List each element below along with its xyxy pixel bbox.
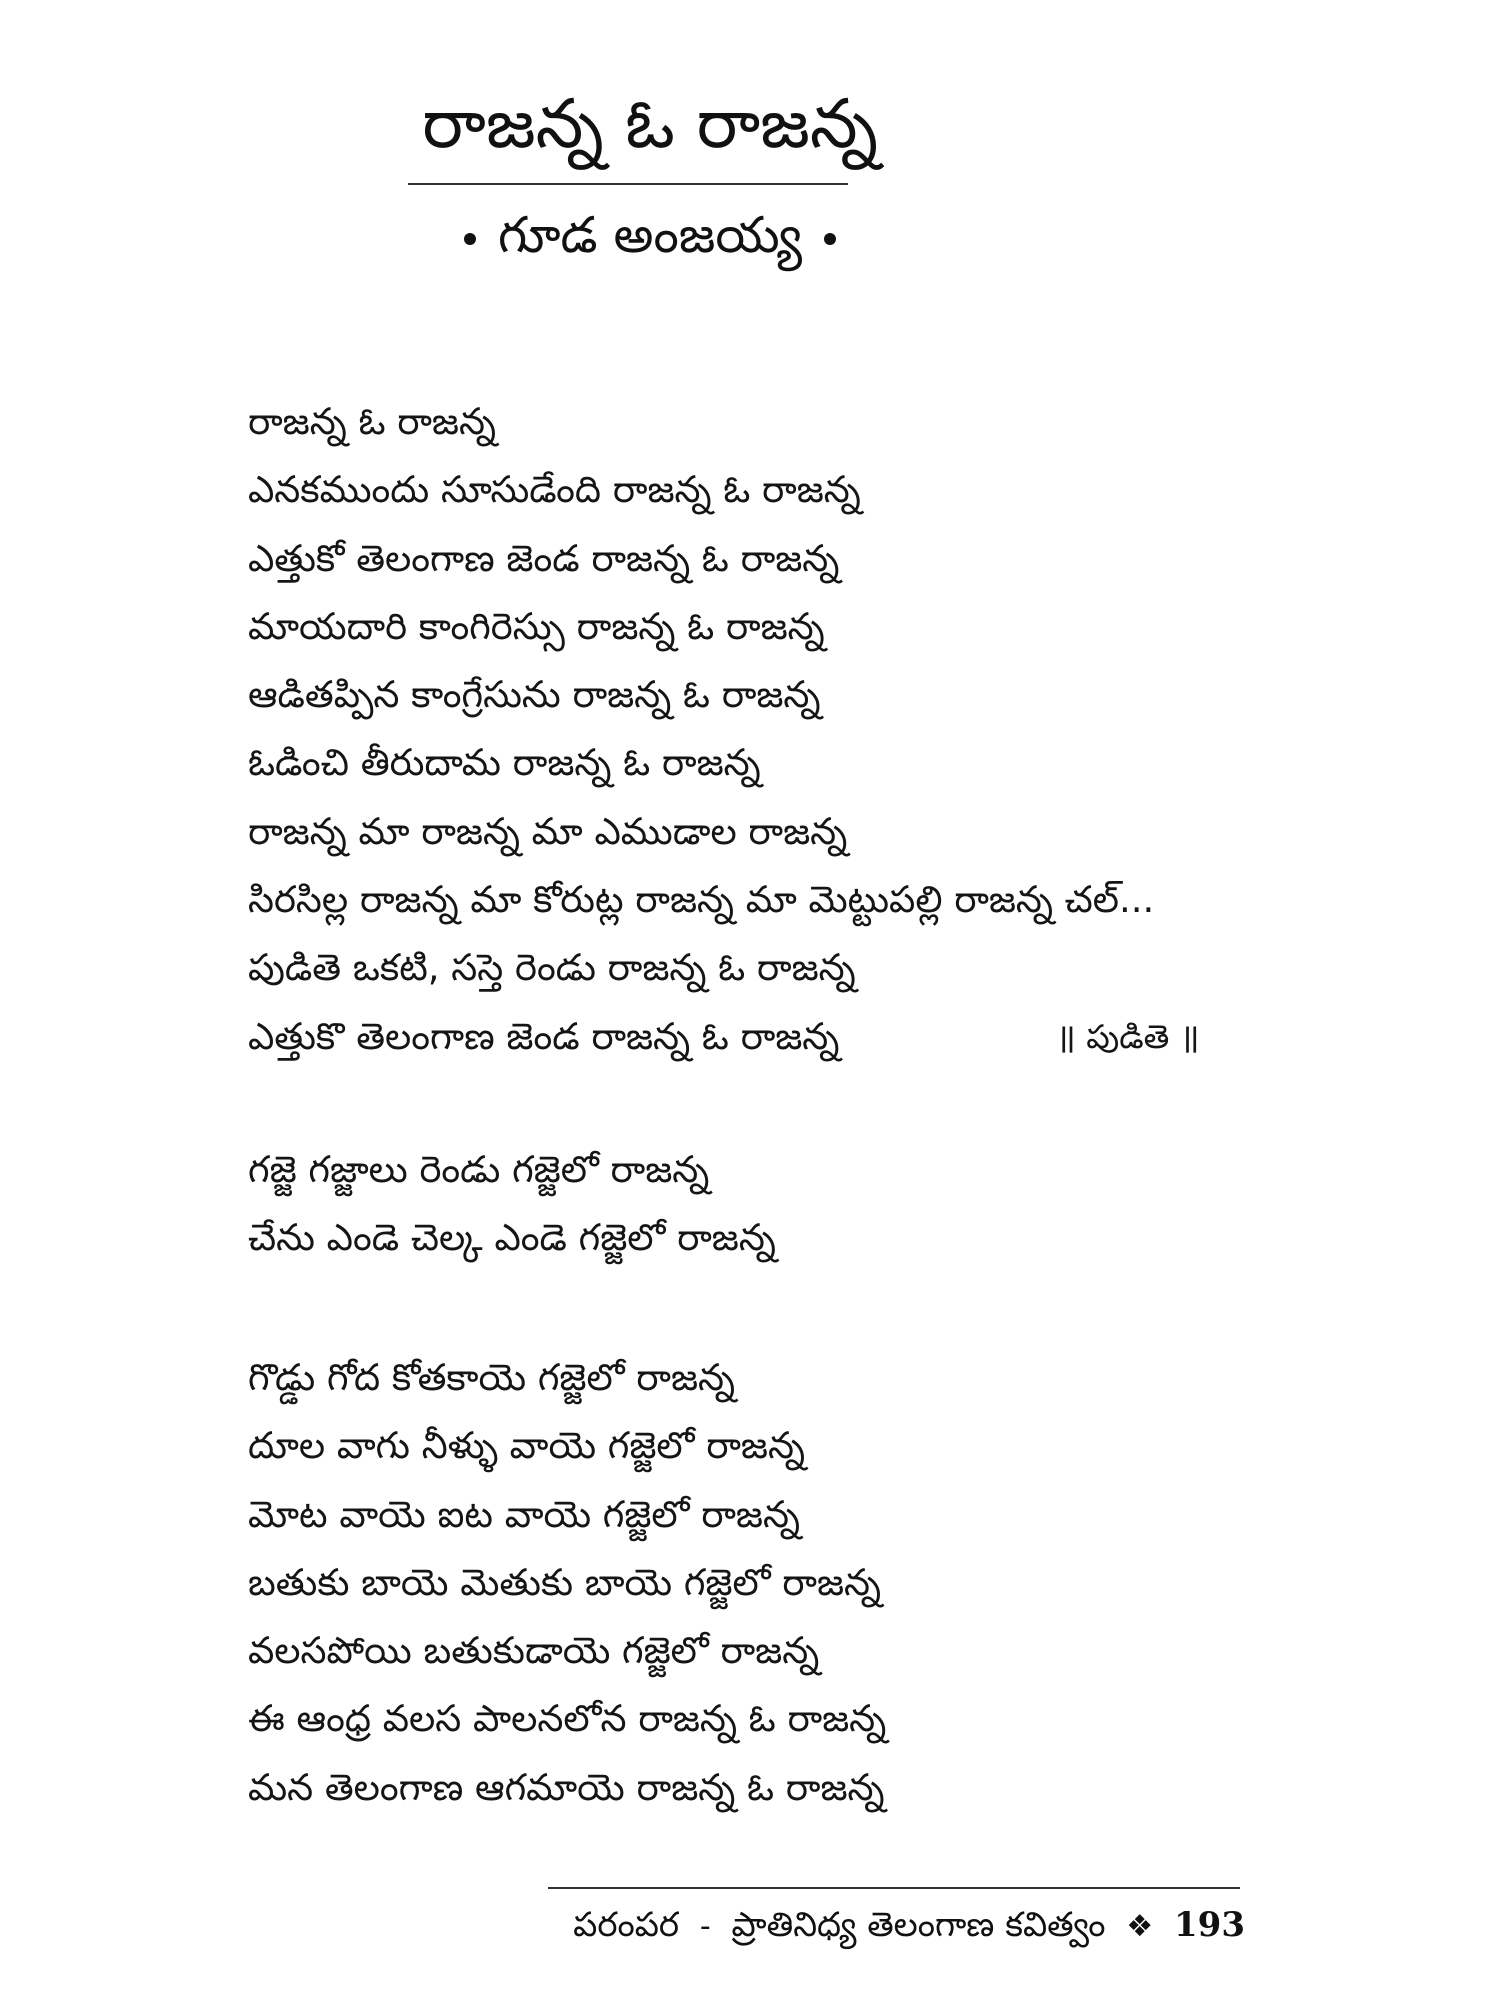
- footer-divider: [548, 1887, 1240, 1889]
- poem-line: ఎత్తుకో తెలంగాణ జెండ రాజన్న ఓ రాజన్న: [248, 536, 840, 580]
- page-number: 193: [1174, 1905, 1245, 1945]
- stanza-2: [248, 1136, 1268, 1273]
- bullet-icon: [464, 233, 476, 245]
- poem-line: పుడితె ఒకటి, సస్తె రెండు రాజన్న ఓ రాజన్న: [248, 946, 856, 990]
- poem-line-with-refrain: [248, 1003, 1268, 1071]
- ornament-icon: ❖: [1126, 1909, 1154, 1944]
- poem-line: బతుకు బాయె మెతుకు బాయె గజ్జెలో రాజన్న: [248, 1560, 881, 1604]
- poem-line: వలసపోయి బతుకుడాయె గజ్జెలో రాజన్న: [248, 1629, 820, 1673]
- poem-line-text: ఎత్తుకొ తెలంగాణ జెండ రాజన్న ఓ రాజన్న: [248, 1014, 840, 1058]
- poem-line: ఎనకముందు సూసుడేంది రాజన్న ఓ రాజన్న: [248, 468, 861, 512]
- book-subtitle: ప్రాతినిధ్య తెలంగాణ కవిత్వం: [731, 1905, 1106, 1945]
- refrain-marker: ॥ పుడితె ॥: [1056, 1016, 1200, 1056]
- bullet-icon: [824, 233, 836, 245]
- poem-line: రాజన్న ఓ రాజన్న: [248, 400, 496, 443]
- poem-line: ఓడించి తీరుదామ రాజన్న ఓ రాజన్న: [248, 741, 761, 785]
- poem-line: దూల వాగు నీళ్ళు వాయె గజ్జెలో రాజన్న: [248, 1424, 805, 1468]
- poem-line: గొడ్డు గోద కోతకాయె గజ్జెలో రాజన్న: [248, 1356, 735, 1399]
- poem-line: ఈ ఆంధ్ర వలస పాలనలోన రాజన్న ఓ రాజన్న: [248, 1697, 887, 1741]
- poem-line: సిరసిల్ల రాజన్న మా కోరుట్ల రాజన్న మా మెట్టుపల్లి రాజన్న చల్...: [248, 878, 1155, 922]
- author-name: గూడ అంజయ్య: [498, 206, 802, 264]
- poem-line: మోట వాయె ఐట వాయె గజ్జెలో రాజన్న: [248, 1492, 800, 1536]
- footer-dash: -: [699, 1909, 711, 1944]
- poem-line: ఆడితప్పిన కాంగ్రేసును రాజన్న ఓ రాజన్న: [248, 673, 821, 717]
- stanza-3: [248, 1344, 1268, 1822]
- book-title: పరంపర: [573, 1905, 680, 1945]
- poem-line: చేను ఎండె చెల్క ఎండె గజ్జెలో రాజన్న: [248, 1216, 776, 1260]
- title-divider: [408, 183, 848, 185]
- poem-title: రాజన్న ఓ రాజన్న: [422, 85, 878, 164]
- poem-author: [380, 200, 920, 270]
- page-footer: [573, 1900, 1245, 1952]
- poem-line: గజ్జె గజ్జాలు రెండు గజ్జెలో రాజన్న: [248, 1148, 710, 1191]
- stanza-1: [248, 388, 1268, 1071]
- poem-line: రాజన్న మా రాజన్న మా ఎముడాల రాజన్న: [248, 809, 848, 853]
- poem-line: మాయదారి కాంగిరెస్సు రాజన్న ఓ రాజన్న: [248, 604, 825, 648]
- poem-line: మన తెలంగాణ ఆగమాయె రాజన్న ఓ రాజన్న: [248, 1765, 885, 1809]
